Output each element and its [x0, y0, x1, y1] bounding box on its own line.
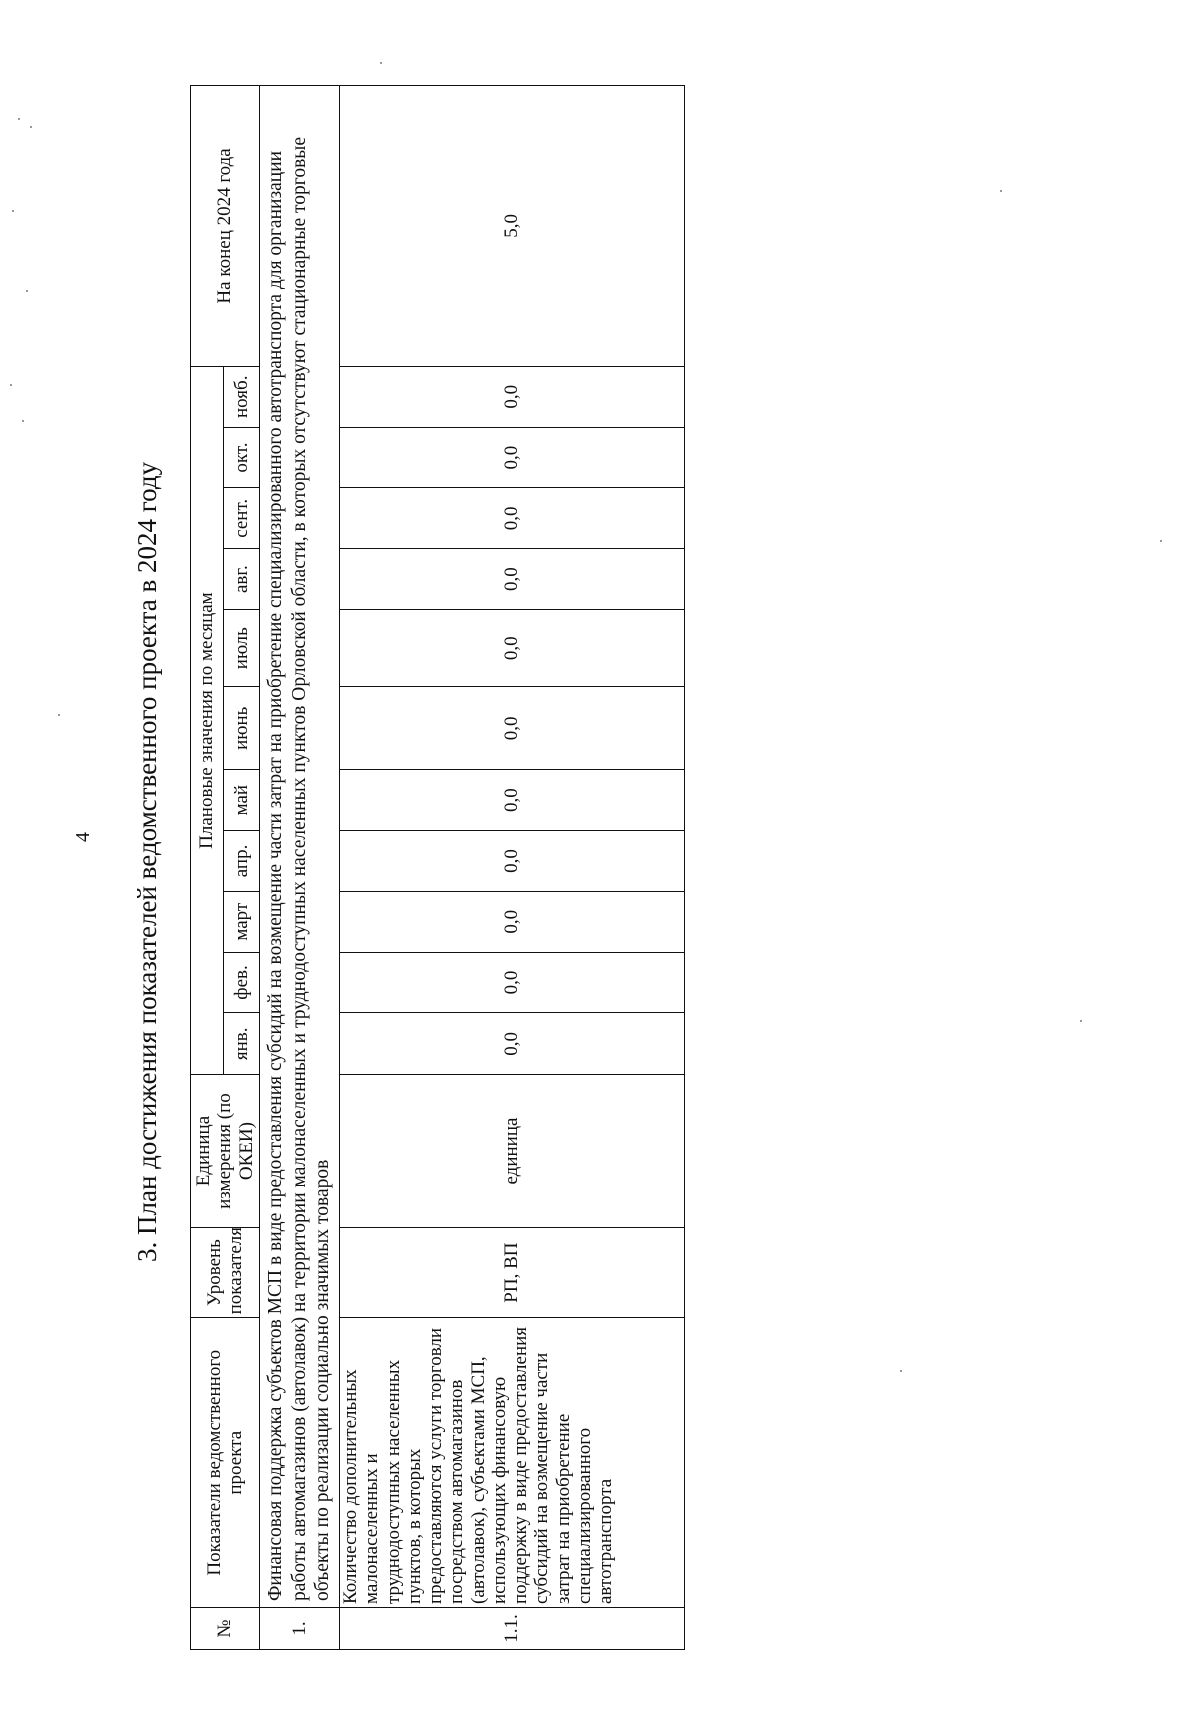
- row-value-nov: 0,0: [340, 366, 685, 427]
- scan-speck: [10, 384, 12, 386]
- header-month-aug: авг.: [224, 549, 260, 610]
- header-number: №: [191, 1608, 260, 1650]
- row-value-jun: 0,0: [340, 687, 685, 770]
- header-month-sep: сент.: [224, 488, 260, 549]
- header-month-nov: нояб.: [224, 366, 260, 427]
- header-month-mar: март: [224, 891, 260, 952]
- header-month-jul: июль: [224, 610, 260, 687]
- scan-speck: [30, 126, 32, 128]
- row-value-may: 0,0: [340, 770, 685, 831]
- page-number: 4: [72, 832, 94, 842]
- header-month-jun: июнь: [224, 687, 260, 770]
- header-month-jan: янв.: [224, 1013, 260, 1075]
- row-value-apr: 0,0: [340, 831, 685, 892]
- row-value-jul: 0,0: [340, 610, 685, 687]
- row-number: 1.1.: [340, 1608, 685, 1650]
- row-unit: единица: [340, 1075, 685, 1228]
- row-value-mar: 0,0: [340, 891, 685, 952]
- row-indicator: Количество дополнительных малонаселенных и труднодоступных населенных пунктов, в которых предоставляются услуги торговли посредством автомагазинов (автолавок), субъектами МСП, использующих финансовую поддержку в виде предоставления субсидий на возмещение части затрат на приобретение специализированного автотранспорта: [340, 1318, 685, 1608]
- header-month-apr: апр.: [224, 831, 260, 892]
- scan-speck: [900, 1370, 902, 1372]
- row-value-oct: 0,0: [340, 427, 685, 488]
- scan-speck: [380, 62, 382, 64]
- scan-speck: [18, 118, 20, 120]
- section-title: Финансовая поддержка субъектов МСП в виде предоставления субсидий на возмещение части затрат на приобретение специализированного автотранспорта для организации работы автомагазинов (автолавок) на территории малонаселенных и труднодоступных населенных пунктов Орловской области, в которых отсутствуют стационарные торговые объекты по реализации социально значимых товаров: [260, 86, 340, 1608]
- scan-speck: [26, 290, 28, 292]
- table-row: [340, 86, 685, 1650]
- scan-speck: [58, 714, 60, 716]
- scan-speck: [12, 210, 14, 212]
- page-title: 3. План достижения показателей ведомственного проекта в 2024 году: [132, 461, 162, 1262]
- header-month-oct: окт.: [224, 427, 260, 488]
- scan-speck: [22, 420, 24, 422]
- header-level: Уровень показателя: [191, 1227, 260, 1318]
- row-value-year-end: 5,0: [340, 86, 685, 367]
- header-unit: Единица измерения (по ОКЕИ): [191, 1075, 260, 1228]
- row-level: РП, ВП: [340, 1227, 685, 1318]
- header-month-may: май: [224, 770, 260, 831]
- scan-speck: [1160, 540, 1162, 542]
- indicator-plan-table-wrapper: [190, 85, 685, 1650]
- row-value-sep: 0,0: [340, 488, 685, 549]
- indicator-plan-table: [190, 85, 685, 1650]
- header-indicator: Показатели ведомственного проекта: [191, 1318, 260, 1608]
- row-value-jan: 0,0: [340, 1013, 685, 1075]
- section-number: 1.: [260, 1608, 340, 1650]
- header-month-feb: фев.: [224, 952, 260, 1013]
- scan-speck: [1000, 190, 1002, 192]
- header-year-end: На конец 2024 года: [191, 86, 260, 367]
- row-value-feb: 0,0: [340, 952, 685, 1013]
- header-monthly: Плановые значения по месяцам: [191, 366, 224, 1074]
- scan-speck: [1080, 1020, 1082, 1022]
- row-value-aug: 0,0: [340, 549, 685, 610]
